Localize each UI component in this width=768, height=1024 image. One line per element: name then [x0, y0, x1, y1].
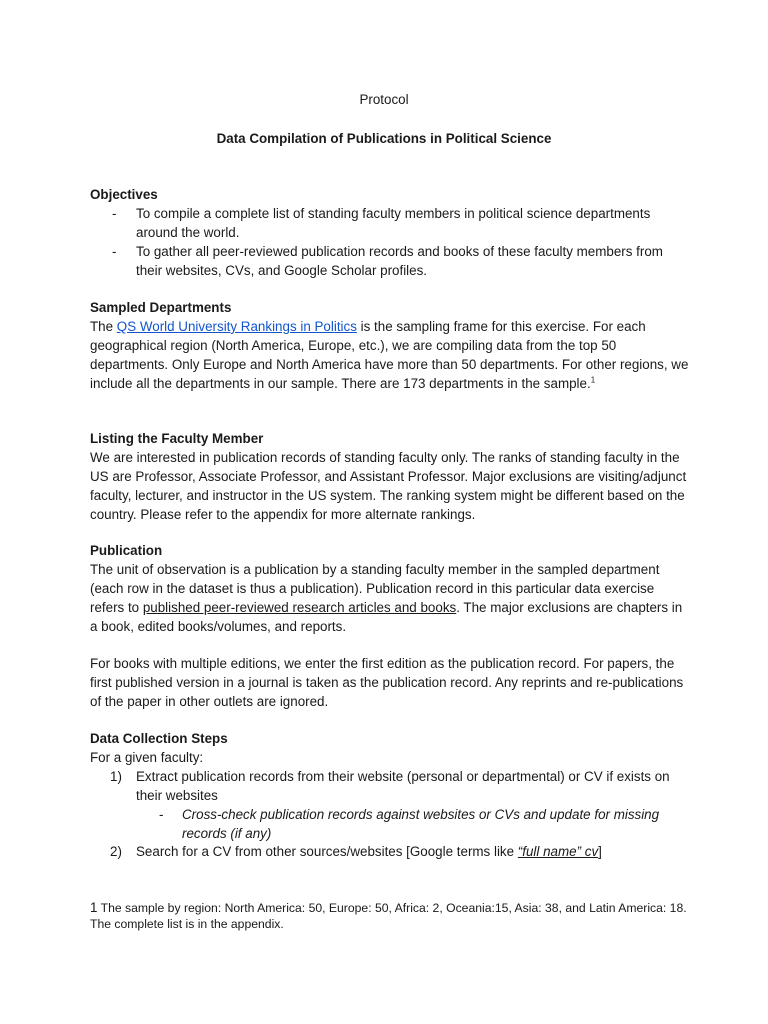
sampled-departments-text: The QS World University Rankings in Politics is the sampling frame for this exercise. For each geographical region (North America, Europe, etc.), we are compiling data from the top 50 departments. Only Europe and North America have more than 50 departments. For other regions, we include all the departments in our sample. There are 173 departments in the sample.$^1$: [90, 318, 689, 391]
list-item: 1) Extract publication records from their website (personal or departmental) or CV if exists on their websites - Cross-check publication records against websites or CVs and update for missing records (if any): [90, 768, 690, 844]
steps-list: [90, 768, 690, 863]
data-collection-intro: For a given faculty:: [90, 749, 204, 765]
list-item: - Cross-check publication records against websites or CVs and update for missing records (if any): [159, 806, 660, 841]
protocol-label: Protocol: [359, 92, 409, 107]
list-item: 2) Search for a CV from other sources/websites [Google terms like “full name” cv]: [90, 843, 690, 862]
footnote-text: The sample by region: North America: 50, Europe: 50, Africa: 2, Oceania:15, Asia: 38, and Latin America: 18. The complete list is in the appendix.: [90, 901, 687, 931]
step-number: 1): [110, 768, 122, 784]
data-collection-section: [90, 730, 690, 862]
data-collection-heading: Data Collection Steps: [90, 731, 228, 746]
publication-heading: Publication: [90, 543, 163, 558]
step-number: 2): [110, 844, 122, 860]
footnote: [90, 900, 690, 932]
qs-rankings-link[interactable]: QS World University Rankings in Politics: [116, 318, 357, 334]
list-item: - To gather all peer-reviewed publication records and books of these faculty members from their websites, CVs, and Google Scholar profiles.: [112, 243, 663, 278]
footnote-reference[interactable]: 1: [590, 375, 596, 385]
objectives-heading: Objectives: [90, 187, 158, 202]
list-item: - To compile a complete list of standing faculty members in political science departments around the world.: [112, 205, 651, 240]
dash-marker: -: [112, 205, 117, 221]
faculty-section: [90, 430, 690, 525]
faculty-text: We are interested in publication records of standing faculty only. The ranks of standing faculty in the US are Professor, Associate Professor, and Assistant Professor. Major exclusions are visiting/adjunct faculty, lecturer, and instructor in the US system. The ranking system might be different based on the country. Please refer to the appendix for more alternate rankings.: [90, 449, 687, 522]
footnote-number: 1: [90, 900, 98, 915]
editions-paragraph: [90, 655, 690, 712]
publication-section: [90, 542, 690, 637]
faculty-heading: Listing the Faculty Member: [90, 431, 264, 446]
editions-text: For books with multiple editions, we enter the first edition as the publication record. For papers, the first published version in a journal is taken as the publication record. Any reprints and re-publications of the paper in other outlets are ignored.: [90, 656, 684, 709]
sampled-departments-section: [90, 299, 690, 394]
dash-marker: -: [159, 806, 164, 822]
document-title: Data Compilation of Publications in Political Science: [216, 131, 552, 146]
dash-marker: -: [112, 243, 117, 259]
search-term: “full name” cv: [517, 844, 599, 860]
objectives-list: [90, 205, 690, 281]
sampled-departments-heading: Sampled Departments: [90, 300, 232, 315]
publication-text: The unit of observation is a publication by a standing faculty member in the sampled department (each row in the dataset is thus a publication). Publication record in this particular data exercise refers to published peer-reviewed research articles and books. The major exclusions are chapters in a book, edited books/volumes, and reports.: [90, 561, 683, 634]
sub-list: [136, 806, 690, 844]
publication-definition: published peer-reviewed research articles and books: [142, 599, 457, 615]
objectives-section: [90, 186, 690, 281]
